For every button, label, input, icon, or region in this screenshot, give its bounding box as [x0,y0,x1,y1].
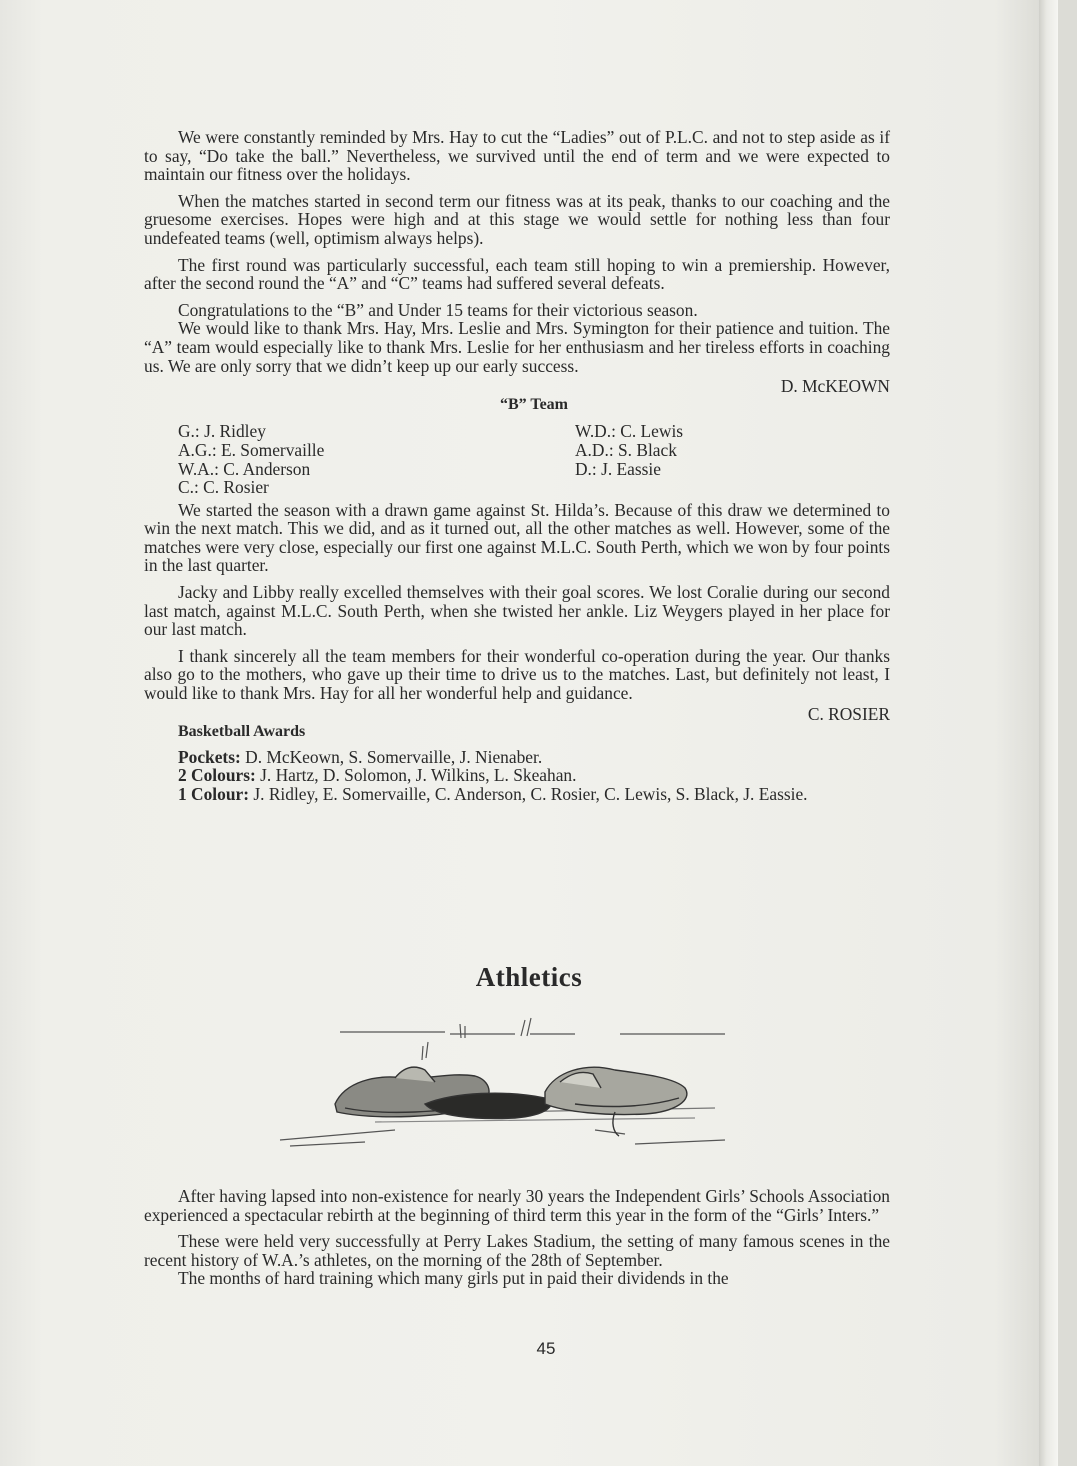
section-heading: “B” Team [499,395,568,413]
team-list-left [144,422,493,496]
paragraph: We started the season with a drawn game against St. Hilda’s. Because of this draw we determined to win the next match. This we did, and as it turned out, all the other matches as well. However, some of the matches were very close, especially our first one against M.L.C. South Perth, which we won by four points in the last quarter. [144,499,890,576]
paragraph: When the matches started in second term our fitness was at its peak, thanks to our coaching and the gruesome exercises. Hopes were high and at this stage we would settle for nothing less than four undefeated teams (well, optimism always helps). [144,190,890,248]
paragraph: I thank sincerely all the team members for their wonderful co-operation during the year. Our thanks also go to the mothers, who gave up their time to drive us to the matches. Last, but definitely not least, I would like to thank Mrs. Hay for all her wonderful help and guidance. [144,645,890,704]
signature: C. ROSIER [807,703,890,724]
paragraph: The first round was particularly successful, each team still hoping to win a premiership. However, after the second round the “A” and “C” teams had suffered several defeats. [144,254,890,294]
athletics-title: Athletics [475,962,583,992]
paragraph: After having lapsed into non-existence for nearly 30 years the Independent Girls’ Schools Association experienced a spectacular rebirth at the beginning of third term this year in the form of the “Girls’ Inters.” [144,1186,890,1225]
award-names: J. Hartz, D. Solomon, J. Wilkins, L. Skeahan. [260,765,577,786]
team-member: W.D.: C. Lewis [575,421,684,442]
team-member: W.A.: C. Anderson [178,458,311,479]
award-label: 2 Colours: [178,765,256,786]
paragraph: Congratulations to the “B” and Under 15 teams for their victorious season. [178,299,698,320]
athletics-report [144,1187,890,1288]
team-list [144,422,890,496]
page-number: 45 [536,1339,556,1358]
award-label: Pockets: [178,746,241,767]
award-names: D. McKeown, S. Somervaille, J. Nienaber. [245,746,543,767]
award-line [144,785,890,804]
page-edge [1039,0,1058,1466]
paragraph: Jacky and Libby really excelled themselves with their goal scores. We lost Coralie during our second last match, against M.L.C. South Perth, when she twisted her ankle. Liz Weygers played in her place for our last match. [144,582,890,640]
award-label: 1 Colour: [178,784,250,804]
team-list-right [493,422,890,496]
team-member: D.: J. Eassie [575,458,661,479]
team-member: C.: C. Rosier [178,477,269,498]
team-member: A.G.: E. Somervaille [178,439,325,460]
signature: D. McKEOWN [780,376,890,397]
team-member: G.: J. Ridley [178,421,266,442]
award-names: J. Ridley, E. Somervaille, C. Anderson, C. Rosier, C. Lewis, S. Black, J. Eassie. [253,784,808,804]
running-shoes-illustration [275,1012,730,1162]
paragraph: These were held very successfully at Perry Lakes Stadium, the setting of many famous scenes in the recent history of W.A.’s athletes, on the morning of the 28th of September. [144,1231,890,1270]
award-line [144,766,890,785]
paragraph: We would like to thank Mrs. Hay, Mrs. Leslie and Mrs. Symington for their patience and tuition. The “A” team would especially like to thank Mrs. Leslie for her enthusiasm and her tireless efforts in coaching us. We are only sorry that we didn’t keep up our early success. [144,318,890,376]
basketball-report [144,128,890,804]
paragraph: We were constantly reminded by Mrs. Hay to cut the “Ladies” out of P.L.C. and not to step aside as if to say, “Do take the ball.” Nevertheless, we survived until the end of term and we were expected to maintain our fitness over the holidays. [144,127,890,185]
team-member: A.D.: S. Black [575,439,677,460]
award-line [144,748,890,767]
awards-heading: Basketball Awards [178,723,306,741]
paragraph: The months of hard training which many girls put in paid their dividends in the [178,1268,729,1289]
